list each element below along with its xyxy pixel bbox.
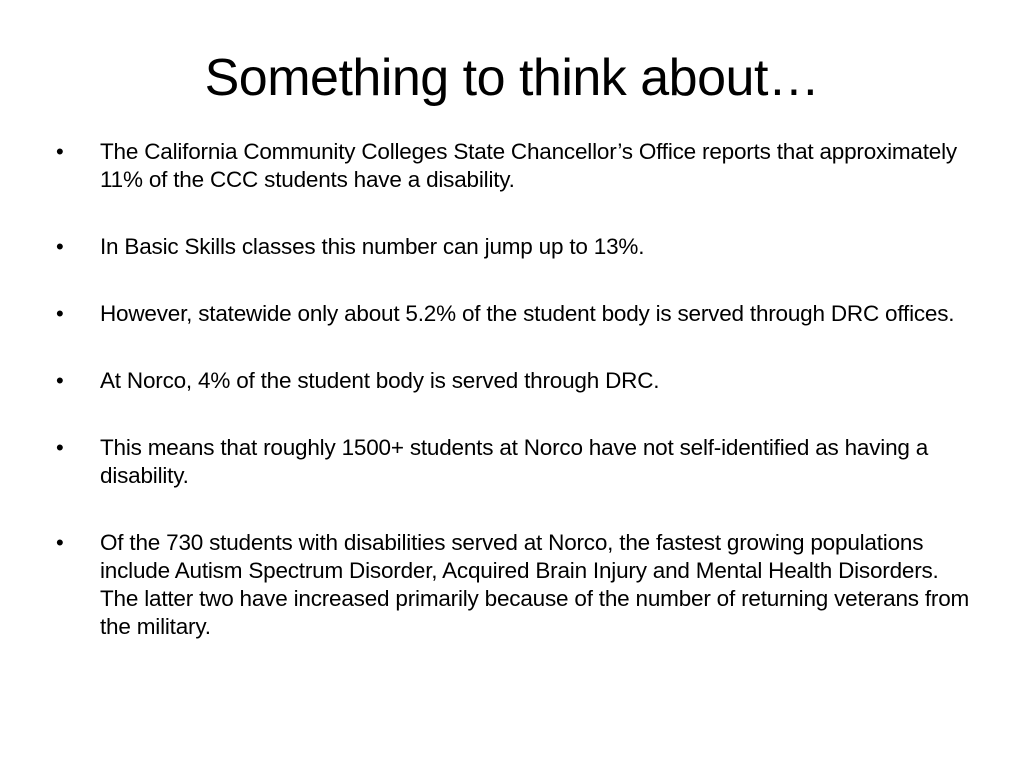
bullet-list xyxy=(56,138,976,680)
bullet-icon: • xyxy=(56,530,64,555)
bullet-text: Of the 730 students with disabilities served at Norco, the fastest growing populations include Autism Spectrum Disorder, Acquired Brain Injury and Mental Health Disorders. The latter two have increased primarily because of the number of returning veterans from the military. xyxy=(100,530,970,639)
bullet-item xyxy=(56,529,976,641)
bullet-icon: • xyxy=(56,435,64,460)
bullet-text: At Norco, 4% of the student body is served through DRC. xyxy=(100,368,660,393)
bullet-icon: • xyxy=(56,139,64,164)
bullet-text: However, statewide only about 5.2% of the student body is served through DRC offices. xyxy=(100,301,955,326)
bullet-text: In Basic Skills classes this number can jump up to 13%. xyxy=(100,234,645,259)
bullet-icon: • xyxy=(56,234,64,259)
bullet-item xyxy=(56,300,976,328)
bullet-text: This means that roughly 1500+ students at Norco have not self-identified as having a disability. xyxy=(100,435,929,488)
bullet-icon: • xyxy=(56,301,64,326)
bullet-item xyxy=(56,367,976,395)
bullet-text: The California Community Colleges State Chancellor’s Office reports that approximately 11% of the CCC students have a disability. xyxy=(100,139,957,192)
bullet-icon: • xyxy=(56,368,64,393)
bullet-item xyxy=(56,233,976,261)
slide-title: Something to think about… xyxy=(204,49,820,107)
bullet-item xyxy=(56,434,976,490)
bullet-item xyxy=(56,138,976,194)
